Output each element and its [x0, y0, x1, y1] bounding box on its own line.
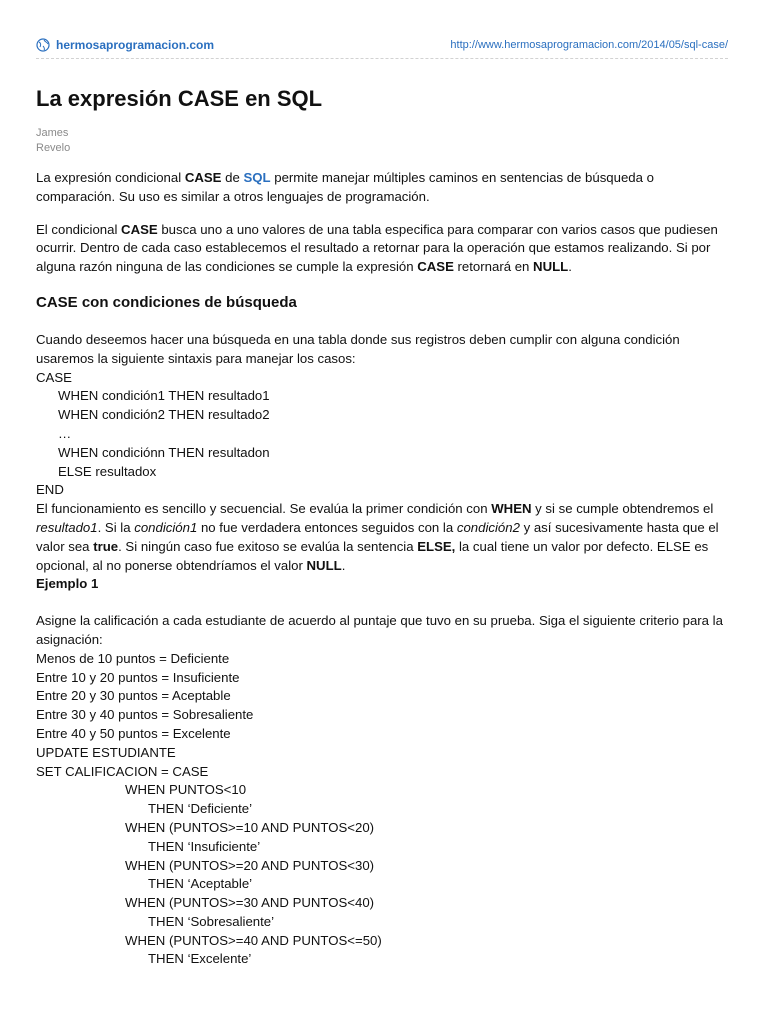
- text: retornará en: [453, 259, 534, 275]
- syntax-line: WHEN condición2 THEN resultado2: [58, 407, 270, 423]
- code-line: THEN ‘Sobresaliente’: [148, 913, 275, 929]
- text: busca uno a uno valores de una tabla especifica para comparar con varios casos que pudiesen ocurrir. Dentro de cada caso establecemos el resultado a retornar para la operación que estamos realizando. Si por alguna razón ninguna de las condiciones se cumple la expresión: [36, 221, 718, 275]
- syntax-line: WHEN condición1 THEN resultado1: [58, 388, 270, 404]
- syntax-block: [36, 369, 732, 501]
- syntax-line: …: [58, 425, 72, 441]
- code-line: THEN ‘Aceptable’: [148, 876, 253, 892]
- text: y si se cumple obtendremos el: [531, 501, 714, 517]
- header-divider: [36, 58, 728, 59]
- section-heading: CASE con condiciones de búsqueda: [36, 293, 297, 311]
- text: de: [221, 170, 244, 185]
- author-first-name: James: [36, 127, 69, 139]
- criteria-item: Entre 40 y 50 puntos = Excelente: [36, 725, 231, 741]
- criteria-item: Entre 20 y 30 puntos = Aceptable: [36, 688, 231, 704]
- italic-term: resultado1: [36, 519, 98, 535]
- article-title: La expresión CASE en SQL: [36, 86, 323, 111]
- code-line: SET CALIFICACION = CASE: [36, 763, 209, 779]
- code-line: WHEN (PUNTOS>=30 AND PUNTOS<40): [125, 895, 375, 911]
- code-line: WHEN (PUNTOS>=40 AND PUNTOS<=50): [125, 932, 382, 948]
- intro-paragraph: [36, 169, 732, 207]
- text: no fue verdadera entonces seguidos con la: [197, 519, 457, 535]
- criteria-item: Entre 30 y 40 puntos = Sobresaliente: [36, 707, 254, 723]
- syntax-intro-paragraph: Cuando deseemos hacer una búsqueda en una tabla donde sus registros deben cumplir con alguna condición usaremos la siguiente sintaxis para manejar los casos:: [36, 331, 680, 366]
- keyword: true: [93, 538, 119, 554]
- site-name-link[interactable]: hermosaprogramacion.com: [56, 38, 215, 52]
- syntax-line: WHEN condiciónn THEN resultadon: [58, 444, 270, 460]
- code-line: WHEN (PUNTOS>=20 AND PUNTOS<30): [125, 857, 375, 873]
- text: permite manejar múltiples caminos en sentencias de búsqueda o comparación. Su uso es similar a otros lenguajes de programación.: [36, 170, 654, 204]
- syntax-line: ELSE resultadox: [58, 463, 157, 479]
- page-header: [36, 36, 728, 54]
- code-line: THEN ‘Excelente’: [148, 951, 252, 967]
- code-line: UPDATE ESTUDIANTE: [36, 744, 176, 760]
- description-paragraph: [36, 221, 732, 277]
- code-block: [36, 744, 732, 970]
- text: . Si ningún caso fue exitoso se evalúa la sentencia: [118, 538, 418, 554]
- text: .: [341, 557, 346, 573]
- text: La expresión condicional: [36, 170, 185, 185]
- syntax-line: CASE: [36, 369, 72, 385]
- code-line: WHEN PUNTOS<10: [125, 782, 247, 798]
- text: El funcionamiento es sencillo y secuencial. Se evalúa la primer condición con: [36, 501, 492, 517]
- keyword: WHEN: [491, 501, 532, 517]
- text: . Si la: [97, 519, 135, 535]
- author: [36, 126, 70, 156]
- example-description: Asigne la calificación a cada estudiante de acuerdo al puntaje que tuvo en su prueba. Siga el siguiente criterio para la asignación:: [36, 613, 723, 647]
- site-info: [36, 38, 214, 52]
- text: y así sucesivamente hasta que el valor sea: [36, 519, 719, 554]
- text: .: [568, 259, 572, 275]
- text: El condicional: [36, 221, 122, 237]
- keyword: NULL: [533, 259, 569, 275]
- globe-icon: [36, 38, 50, 52]
- criteria-item: Menos de 10 puntos = Deficiente: [36, 650, 230, 666]
- code-line: WHEN (PUNTOS>=10 AND PUNTOS<20): [125, 819, 375, 835]
- author-last-name: Revelo: [36, 142, 71, 154]
- explanation-paragraph: [36, 500, 732, 575]
- text: la cual tiene un valor por defecto. ELSE es opcional, al no ponerse obtendríamos el valor: [36, 538, 709, 573]
- page-url-link[interactable]: http://www.hermosaprogramacion.com/2014/05/sql-case/: [450, 39, 728, 51]
- italic-term: condición1: [134, 519, 198, 535]
- criteria-list: [36, 650, 732, 744]
- code-line: THEN ‘Insuficiente’: [148, 838, 261, 854]
- keyword: ELSE,: [417, 538, 456, 554]
- keyword: NULL: [306, 557, 342, 573]
- criteria-item: Entre 10 y 20 puntos = Insuficiente: [36, 669, 240, 685]
- keyword: CASE: [121, 221, 158, 237]
- keyword: CASE: [184, 170, 222, 185]
- italic-term: condición2: [456, 519, 520, 535]
- sql-link[interactable]: SQL: [243, 170, 271, 185]
- code-line: THEN ‘Deficiente’: [148, 801, 253, 817]
- example-label: Ejemplo 1: [36, 576, 99, 592]
- keyword: CASE: [417, 259, 454, 275]
- syntax-line: END: [36, 482, 64, 498]
- article-body: [36, 169, 732, 969]
